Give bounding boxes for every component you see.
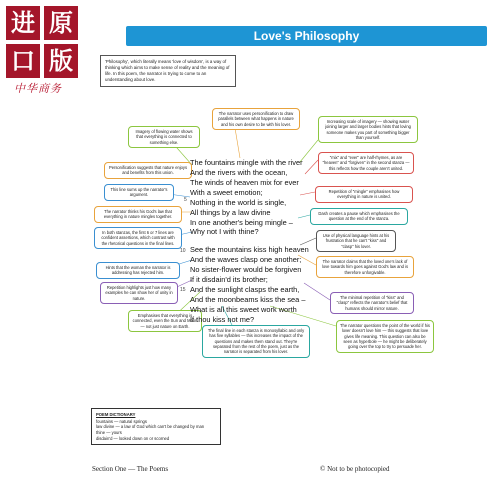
poem-line: The winds of heaven mix for ever bbox=[190, 177, 299, 187]
note-repetition-highlights: Repetition highlights just how many examples he can show her of unity in nature. bbox=[100, 282, 178, 304]
poem-line: The fountains mingle with the river bbox=[190, 158, 303, 167]
poem-line: No sister-flower would be forgiven bbox=[190, 265, 302, 275]
line-number: 15 bbox=[180, 287, 186, 293]
poem-line: What is all this sweet work worth bbox=[190, 304, 297, 314]
dictionary-title: POEM DICTIONARY bbox=[96, 412, 136, 417]
logo-char: 进 bbox=[6, 6, 40, 40]
stanza-1 bbox=[190, 158, 338, 237]
note-increasing-imagery: Increasing scale of imagery — showing water joining larger and larger bodies hints that loving someone makes you part of something bigger than yourself. bbox=[318, 116, 418, 143]
note-half-rhymes: "mix" and "ever" are half-rhymes, as are "heaven" and "forgiven" in the second stanza — this reflects how the couple aren't united. bbox=[318, 152, 414, 174]
poem-line: Nothing in the world is single, bbox=[190, 197, 287, 207]
note-personification-parallels: The narrator uses personification to draw parallels between what happens in nature and his own desire to be with his lover. bbox=[212, 108, 300, 130]
note-emphasises-connected: Emphasises that everything is connected, even the Sun and Moon — not just nature on Earth. bbox=[128, 310, 202, 332]
note-flower-lack: The narrator claims that the loved one's lack of love towards him goes against God's law and is therefore unforgivable. bbox=[316, 256, 414, 278]
note-physical-language: Use of physical language hints at his frustration that he can't "kiss" and "clasp" his lover. bbox=[316, 230, 396, 252]
logo-char: 口 bbox=[6, 44, 40, 78]
poem-line: If thou kiss not me? bbox=[190, 314, 255, 324]
logo-char: 版 bbox=[44, 44, 78, 78]
poem-line: And the sunlight clasps the earth, bbox=[190, 285, 300, 295]
poem-line: If it disdain'd its brother; bbox=[190, 275, 268, 285]
poem-line: And the moonbeams kiss the sea – bbox=[190, 294, 306, 304]
poem-line: And the rivers with the ocean, bbox=[190, 167, 288, 177]
dictionary-entry: fountains — natural springs bbox=[96, 418, 147, 424]
note-both-stanzas: In both stanzas, the first 6 or 7 lines are confident assertions, which contrast with the rhetorical questions in the final lines. bbox=[94, 227, 182, 249]
line-number: 10 bbox=[180, 248, 186, 254]
poem-dictionary bbox=[91, 408, 221, 445]
note-narrator-question: The narrator questions the point of the world if his lover doesn't love him — this suggests that love gives life meaning. This question can also be seen as hyperbole — he might be deliberately going over the top to try to persuade her. bbox=[336, 320, 434, 353]
note-minimal-repetition: The minimal repetition of "kiss" and "clasp" reflects the narrator's belief that humans should mirror nature. bbox=[330, 292, 414, 314]
page-title: Love's Philosophy bbox=[253, 29, 360, 43]
poem-line: Why not I with thine? bbox=[190, 227, 259, 237]
intro-box: 'Philosophy', which literally means 'love of wisdom', is a way of thinking which aims to make sense of reality and the meaning of life. In this poem, the narrator is trying to come to an understanding about love. bbox=[100, 55, 236, 87]
note-hints-rejected: Hints that the woman the narrator is addressing has rejected him. bbox=[96, 262, 180, 279]
note-gods-law: The narrator thinks his God's law that everything in nature mingles together. bbox=[94, 206, 182, 223]
logo-subtitle: 中华商务 bbox=[14, 82, 62, 95]
poem-line: All things by a law divine bbox=[190, 207, 271, 217]
stanza-2 bbox=[190, 245, 338, 324]
note-dash: Dash creates a pause which emphasises the question at the end of the stanza. bbox=[310, 208, 408, 225]
note-final-line: The final line in each stanza is monosyllabic and only has five syllables — this increases the impact of the questions and makes them stand out. They're separated from the rest of the poem, just as the narrator is separated from his lover. bbox=[202, 325, 310, 358]
footer-copyright: © Not to be photocopied bbox=[320, 465, 390, 473]
logo-char: 原 bbox=[44, 6, 78, 40]
note-personification-nature: Personification suggests that nature enjoys and benefits from this union. bbox=[104, 162, 192, 179]
poem-line: And the waves clasp one another; bbox=[190, 255, 302, 265]
line-number: 5 bbox=[184, 197, 187, 203]
dictionary-entry: disdain'd — looked down on or scorned bbox=[96, 435, 170, 441]
poem-text bbox=[190, 158, 338, 325]
poem-line: In one another's being mingle – bbox=[190, 217, 293, 227]
poem-line: With a sweet emotion; bbox=[190, 187, 263, 197]
note-repetition-mingle: Repetition of "mingle" emphasises how everything in nature is united. bbox=[315, 186, 413, 203]
dictionary-entry: law divine — a law of God which can't be changed by man bbox=[96, 424, 205, 430]
poem-line: See the mountains kiss high heaven bbox=[190, 245, 309, 255]
note-sums-up: This line sums up the narrator's argument. bbox=[104, 184, 174, 201]
footer-section: Section One — The Poems bbox=[92, 465, 169, 473]
dictionary-entry: thine — yours bbox=[96, 430, 122, 436]
note-imagery-flowing: Imagery of flowing water shows that everything is connected to something else. bbox=[128, 126, 200, 148]
